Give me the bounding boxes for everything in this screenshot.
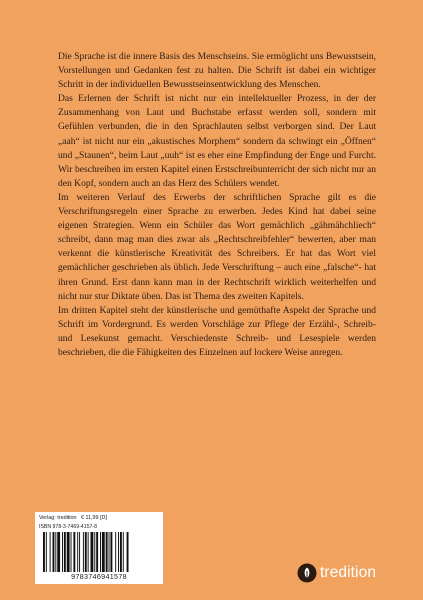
tredition-icon bbox=[297, 563, 317, 583]
ean-number: 9783746941578 bbox=[71, 572, 127, 581]
barcode-bars bbox=[43, 532, 155, 572]
isbn-label: ISBN 978-3-7469-4157-8 bbox=[39, 524, 97, 530]
paragraph-chapter-3: Im dritten Kapitel steht der künstlerische und gemüthafte Aspekt der Sprache und Schrift im Vordergrund. Es werden Vorschläge zur Pflege der Erzähl-, Schreib- und Lesekunst gemacht. Verschiedenste Schreib- und Lesespiele werden beschrieben, die die Fähigkeiten des Einzelnen auf lockere Weise anregen. bbox=[58, 304, 376, 358]
back-cover-text bbox=[58, 50, 376, 360]
paragraph-intro: Die Sprache ist die innere Basis des Menschseins. Sie ermöglicht uns Bewusstsein, Vorstellungen und Gedanken fest zu halten. Die Schrift ist dabei ein wichtiger Schritt in der individuellen Bewusstseinsentwicklung des Menschen. bbox=[58, 51, 376, 91]
paragraph-chapter-1: Das Erlernen der Schrift ist nicht nur ein intellektueller Prozess, in der der Zusammenhang von Laut und Buchstabe erfasst werden soll, sondern mit Gefühlen verbunden, die in den Sprachlauten selbst verborgen sind. Der Laut „aah“ ist nicht nur ein „akustisches Morphem“ sondern da schwingt ein „Öffnen“ und „Staunen“, beim Laut „uuh“ ist es eher eine Empfindung der Enge und Furcht. Wir beschreiben im ersten Kapitel einen Erstschreibunterricht der sich nicht nur an den Kopf, sondern auch an das Herz des Schülers wendet. bbox=[58, 93, 376, 189]
price-label: € 11,99 [D] bbox=[80, 515, 107, 521]
publisher-label: Verlag: tredition bbox=[39, 515, 77, 521]
publisher-logo bbox=[297, 563, 376, 583]
paragraph-chapter-2: Im weiteren Verlauf des Erwerbs der schriftlichen Sprache gilt es die Verschriftungsregeln einer Sprache zu erwerben. Jedes Kind hat dabei seine eigenen Strategien. Wenn ein Schüler das Wort gemächlich „gähmähchliech“ schreibt, dann mag man dies zwar als „Rechtschreibfehler“ bewerten, aber man verkennt die künstlerische Kreativität des Schreibers. Er hat das Wort viel gemächlicher geschrieben als üblich. Jede Verschriftung – auch eine „falsche“- hat ihren Grund. Erst dann kann man in der Rechtschrift wirklich weiterhelfen und nicht nur stur Diktate üben. Das ist Thema des zweiten Kapitels. bbox=[58, 191, 376, 302]
barcode-box bbox=[35, 512, 163, 584]
publisher-name: tredition bbox=[320, 564, 377, 581]
price-line bbox=[39, 515, 107, 521]
